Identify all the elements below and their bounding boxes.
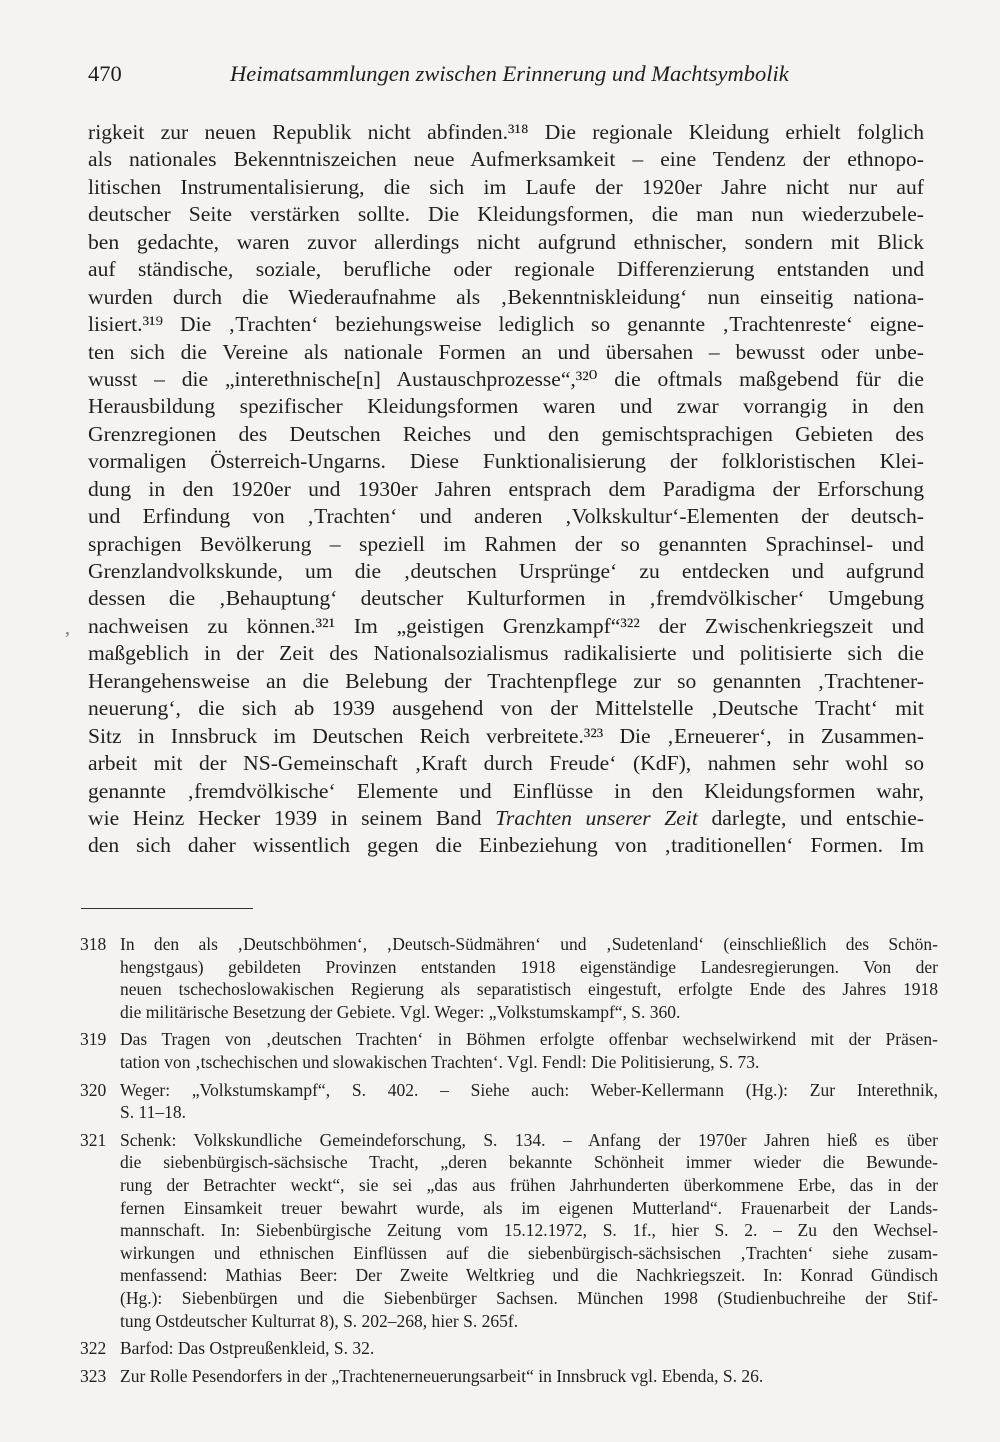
body-line: litischen Instrumentalisierung, die sich im Laufe der 1920er Jahre nicht nur auf — [88, 174, 924, 199]
body-line: neuerung‘, die sich ab 1939 ausgehend von der Mittelstelle ‚Deutsche Tracht‘ mit — [88, 696, 924, 721]
body-line: arbeit mit der NS-Gemeinschaft ‚Kraft durch Freude‘ (KdF), nahmen sehr wohl so — [88, 751, 924, 776]
footnote-text — [120, 1028, 938, 1073]
page-header — [88, 58, 918, 90]
page-number: 470 — [88, 61, 122, 86]
footnote-line: In den als ‚Deutschböhmen‘, ‚Deutsch-Südmähren‘ und ‚Sudetenland‘ (einschließlich des Schön- — [120, 934, 938, 954]
body-line: sprachigen Bevölkerung – speziell im Rahmen der so genannten Sprachinsel- und — [88, 531, 924, 556]
body-line: Grenzlandvolkskunde, um die ‚deutschen Ursprünge‘ zu entdecken und aufgrund — [88, 559, 924, 583]
footnote-line: die siebenbürgisch-sächsische Tracht, „deren bekannte Schönheit immer wieder die Bewunde- — [120, 1152, 938, 1173]
footnote-text — [120, 1365, 938, 1388]
body-line: den sich daher wissentlich gegen die Einbeziehung von ‚traditionellen‘ Formen. Im — [88, 833, 924, 858]
body-line: genannte ‚fremdvölkische‘ Elemente und Einflüsse in den Kleidungsformen wahr, — [88, 778, 924, 803]
body-line: ten sich die Vereine als nationale Formen an und übersahen – bewusst oder unbe- — [88, 339, 924, 364]
body-line: und Erfindung von ‚Trachten‘ und anderen ‚Volkskultur‘-Elementen der deutsch- — [88, 504, 924, 529]
body-line: Grenzregionen des Deutschen Reiches und den gemischtsprachigen Gebieten des — [88, 421, 924, 446]
footnote-line: fernen Einsamkeit treuer bewahrt wurde, als im eigenen Mutterland“. Frauenarbeit der Lands- — [120, 1197, 938, 1218]
margin-mark: ‚ — [64, 617, 71, 639]
body-line: Herausbildung spezifischer Kleidungsformen waren und zwar vorrangig in den — [88, 394, 924, 419]
footnote-text — [120, 1079, 938, 1124]
body-line: ben gedachte, waren zuvor allerdings nicht aufgrund ethnischer, sondern mit Blick — [88, 229, 924, 254]
footnote-number: 318 — [80, 934, 107, 954]
footnotes — [80, 933, 938, 1392]
footnote-line: Weger: „Volkstumskampf“, S. 402. – Siehe auch: Weber-Kellermann (Hg.): Zur Interethnik, — [120, 1079, 938, 1100]
footnote — [80, 1365, 938, 1388]
footnote-line: tung Ostdeutscher Kulturrat 8), S. 202–268, hier S. 265f. — [120, 1310, 519, 1331]
body-line: nachweisen zu können.³²¹ Im „geistigen Grenzkampf“³²² der Zwischenkriegszeit und — [88, 613, 924, 638]
footnote-line: Schenk: Volkskundliche Gemeindeforschung, S. 134. – Anfang der 1970er Jahren hieß es über — [120, 1129, 938, 1150]
footnote-line: Barfod: Das Ostpreußenkleid, S. 32. — [120, 1338, 375, 1359]
footnote-number: 322 — [80, 1338, 107, 1359]
footnote — [80, 1129, 938, 1332]
body-line: vormaligen Österreich-Ungarns. Diese Funktionalisierung der folkloristischen Klei- — [88, 449, 924, 474]
body-line: auf ständische, soziale, berufliche oder regionale Differenzierung entstanden und — [88, 257, 924, 282]
footnote-line: menfassend: Mathias Beer: Der Zweite Weltkrieg und die Nachkriegszeit. In: Konrad Gündisch — [120, 1265, 938, 1286]
body-line: rigkeit zur neuen Republik nicht abfinden.³¹⁸ Die regionale Kleidung erhielt folglich — [88, 120, 924, 144]
body-line: Herangehensweise an die Belebung der Trachtenpflege zur so genannten ‚Trachtener- — [88, 668, 924, 693]
footnote-line: wirkungen und ethnischen Einflüssen auf die siebenbürgisch-sächsischen ‚Trachten‘ siehe zusam- — [120, 1242, 938, 1263]
running-title: Heimatsammlungen zwischen Erinnerung und Machtsymbolik — [230, 61, 789, 86]
body-line: Sitz in Innsbruck im Deutschen Reich verbreitete.³²³ Die ‚Erneuerer‘, in Zusammen- — [88, 723, 924, 748]
footnote-text — [120, 1129, 938, 1332]
footnote-line: Zur Rolle Pesendorfers in der „Trachtenerneuerungsarbeit“ in Innsbruck vgl. Ebenda, S. 26. — [120, 1365, 764, 1386]
footnote-text — [120, 933, 938, 1023]
book-title: Trachten unserer Zeit — [495, 805, 698, 830]
body-line: als nationales Bekenntniszeichen neue Aufmerksamkeit – eine Tendenz der ethnopo- — [88, 147, 924, 172]
footnote-number: 321 — [80, 1129, 107, 1150]
footnote-line: die militärische Besetzung der Gebiete. Vgl. Weger: „Volkstumskampf“, S. 360. — [120, 1001, 681, 1022]
footnote-line: Das Tragen von ‚deutschen Trachten‘ in Böhmen erfolgte offenbar wechselwirkend mit der Präsen- — [120, 1029, 938, 1050]
body-line: deutscher Seite verstärken sollte. Die Kleidungsformen, die man nun wiederzubele- — [88, 202, 924, 227]
body-line: maßgeblich in der Zeit des Nationalsozialismus radikalisierte und politisierte sich die — [88, 641, 924, 666]
footnote-number: 319 — [80, 1029, 107, 1050]
body-text — [88, 119, 924, 860]
body-line: wurden durch die Wiederaufnahme als ‚Bekenntniskleidung‘ nun einseitig nationa- — [88, 284, 924, 309]
footnote-line: neuen tschechoslowakischen Regierung als separatistisch eingestuft, erfolgte Ende des Jahres 1918 — [120, 979, 938, 1000]
footnote-number: 320 — [80, 1079, 107, 1100]
footnote-text — [120, 1337, 938, 1360]
footnote — [80, 1337, 938, 1360]
footnote-line: mannschaft. In: Siebenbürgische Zeitung vom 15.12.1972, S. 1f., hier S. 2. – Zu den Wechsel- — [120, 1220, 938, 1241]
footnote-line: (Hg.): Siebenbürgen und die Siebenbürger Sachsen. München 1998 (Studienbuchreihe der Stif- — [120, 1287, 938, 1308]
body-line: dessen die ‚Behauptung‘ deutscher Kulturformen in ‚fremdvölkischer‘ Umgebung — [88, 586, 924, 611]
footnote-separator — [81, 908, 253, 909]
footnote — [80, 1028, 938, 1073]
footnote-line: hengstgaus) gebildeten Provinzen entstanden 1918 eigenständige Landesregierungen. Von der — [120, 956, 938, 977]
footnote — [80, 933, 938, 1023]
footnote-number: 323 — [80, 1365, 107, 1386]
body-line: wusst – die „interethnische[n] Austauschprozesse“,³²⁰ die oftmals maßgebend für die — [88, 366, 924, 391]
footnote-line: tation von ‚tschechischen und slowakischen Trachten‘. Vgl. Fendl: Die Politisierung, S. 73. — [120, 1051, 760, 1072]
body-line: wie Heinz Hecker 1939 in seinem Band Trachten unserer Zeit darlegte, und entschie- — [88, 805, 924, 830]
footnote-line: rung der Betrachter weckt“, sie sei „das aus frühen Jahrhunderten überkommene Erbe, das in der — [120, 1174, 938, 1195]
footnote — [80, 1079, 938, 1124]
footnote-line: S. 11–18. — [120, 1102, 186, 1123]
body-line: dung in den 1920er und 1930er Jahren entsprach dem Paradigma der Erforschung — [88, 476, 924, 501]
body-line: lisiert.³¹⁹ Die ‚Trachten‘ beziehungsweise lediglich so genannte ‚Trachtenreste‘ eigne- — [88, 312, 924, 337]
